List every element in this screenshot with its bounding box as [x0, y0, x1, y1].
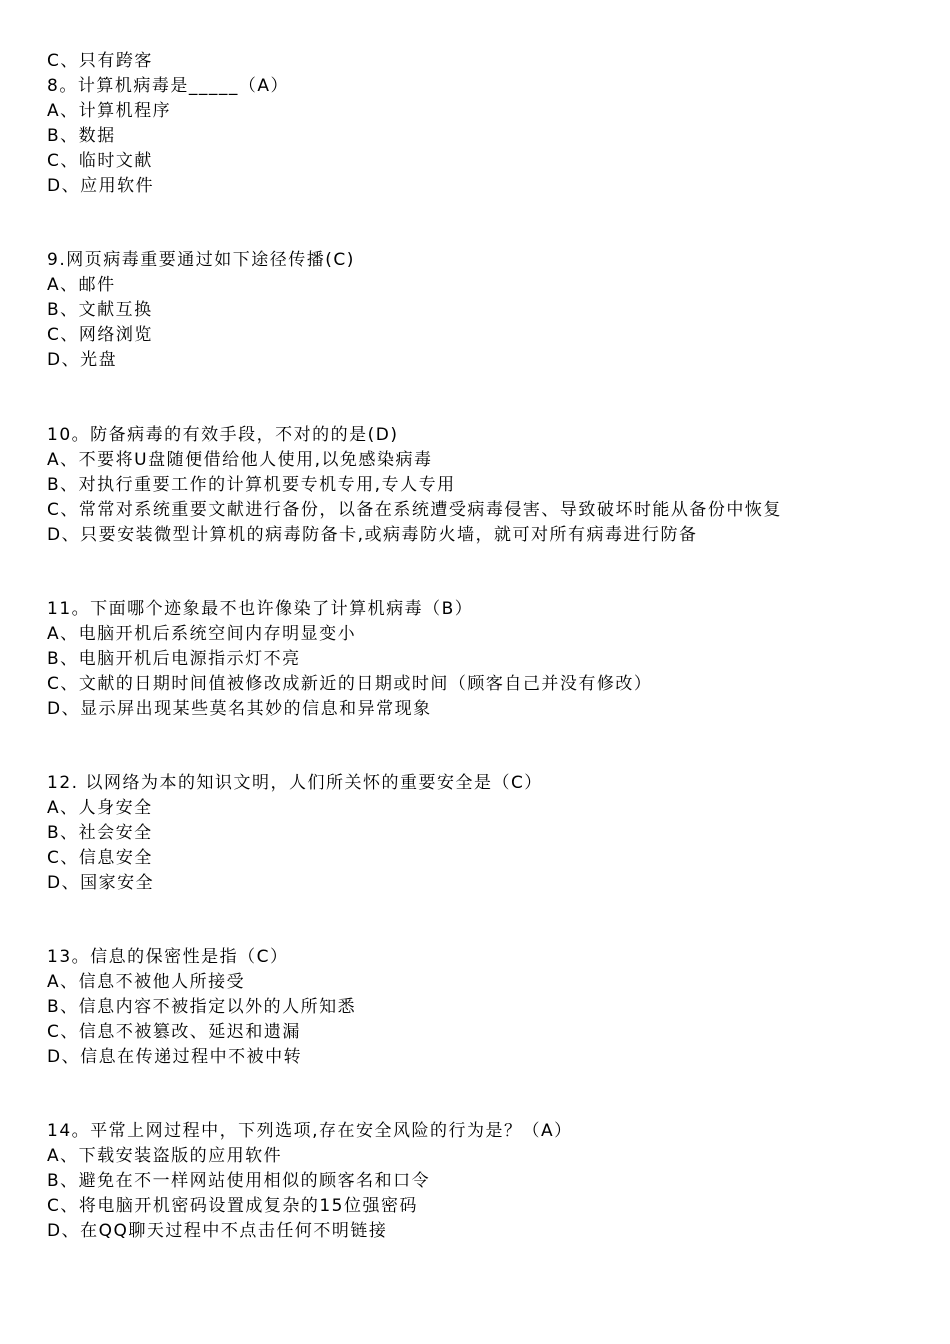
option-b-text: B、信息内容不被指定以外的人所知悉 — [47, 997, 357, 1017]
option-d-text: D、光盘 — [47, 350, 118, 370]
option-c-text: C、信息不被篡改、延迟和遗漏 — [47, 1022, 301, 1042]
option-a-text: A、邮件 — [47, 275, 116, 295]
option-d-text: D、国家安全 — [47, 873, 155, 893]
question-11-text: 11。下面哪个迹象最不也许像染了计算机病毒（B） — [47, 599, 474, 619]
option-a-text: A、不要将U盘随便借给他人使用,以免感染病毒 — [47, 450, 433, 470]
option-b-text: B、对执行重要工作的计算机要专机专用,专人专用 — [47, 475, 456, 495]
option-a-text: A、下载安装盗版的应用软件 — [47, 1146, 283, 1166]
option-a-text: A、电脑开机后系统空间内存明显变小 — [47, 624, 357, 644]
option-d-text: D、信息在传递过程中不被中转 — [47, 1047, 303, 1067]
option-c-text: C、常常对系统重要文献进行备份，以备在系统遭受病毒侵害、导致破坏时能从备份中恢复 — [47, 500, 782, 520]
option-d-text: D、显示屏出现某些莫名其妙的信息和异常现象 — [47, 699, 432, 719]
option-d-text: D、在QQ聊天过程中不点击任何不明链接 — [47, 1221, 388, 1241]
option-c-text: C、只有跨客 — [47, 51, 153, 71]
option-a-text: A、计算机程序 — [47, 101, 172, 121]
option-c-text: C、将电脑开机密码设置成复杂的15位强密码 — [47, 1196, 419, 1216]
question-8-text: 8。计算机病毒是_____（A） — [47, 76, 289, 96]
option-b-text: B、社会安全 — [47, 823, 153, 843]
option-d-text: D、应用软件 — [47, 176, 155, 196]
question-14-text: 14。平常上网过程中，下列选项,存在安全风险的行为是？（A） — [47, 1121, 573, 1141]
option-d-text: D、只要安装微型计算机的病毒防备卡,或病毒防火墙，就可对所有病毒进行防备 — [47, 525, 698, 545]
question-13-text: 13。信息的保密性是指（C） — [47, 947, 289, 967]
option-c-text: C、文献的日期时间值被修改成新近的日期或时间（顾客自己并没有修改） — [47, 674, 653, 694]
option-b-text: B、避免在不一样网站使用相似的顾客名和口令 — [47, 1171, 431, 1191]
option-b-text: B、电脑开机后电源指示灯不亮 — [47, 649, 301, 669]
question-9-text: 9.网页病毒重要通过如下途径传播(C) — [47, 250, 355, 270]
question-10-text: 10。防备病毒的有效手段，不对的的是(D) — [47, 425, 399, 445]
option-b-text: B、数据 — [47, 126, 116, 146]
option-a-text: A、信息不被他人所接受 — [47, 972, 246, 992]
option-c-text: C、信息安全 — [47, 848, 153, 868]
option-a-text: A、人身安全 — [47, 798, 153, 818]
question-12-text: 12. 以网络为本的知识文明，人们所关怀的重要安全是（C） — [47, 773, 543, 793]
option-c-text: C、网络浏览 — [47, 325, 153, 345]
option-c-text: C、临时文献 — [47, 151, 153, 171]
option-b-text: B、文献互换 — [47, 300, 153, 320]
